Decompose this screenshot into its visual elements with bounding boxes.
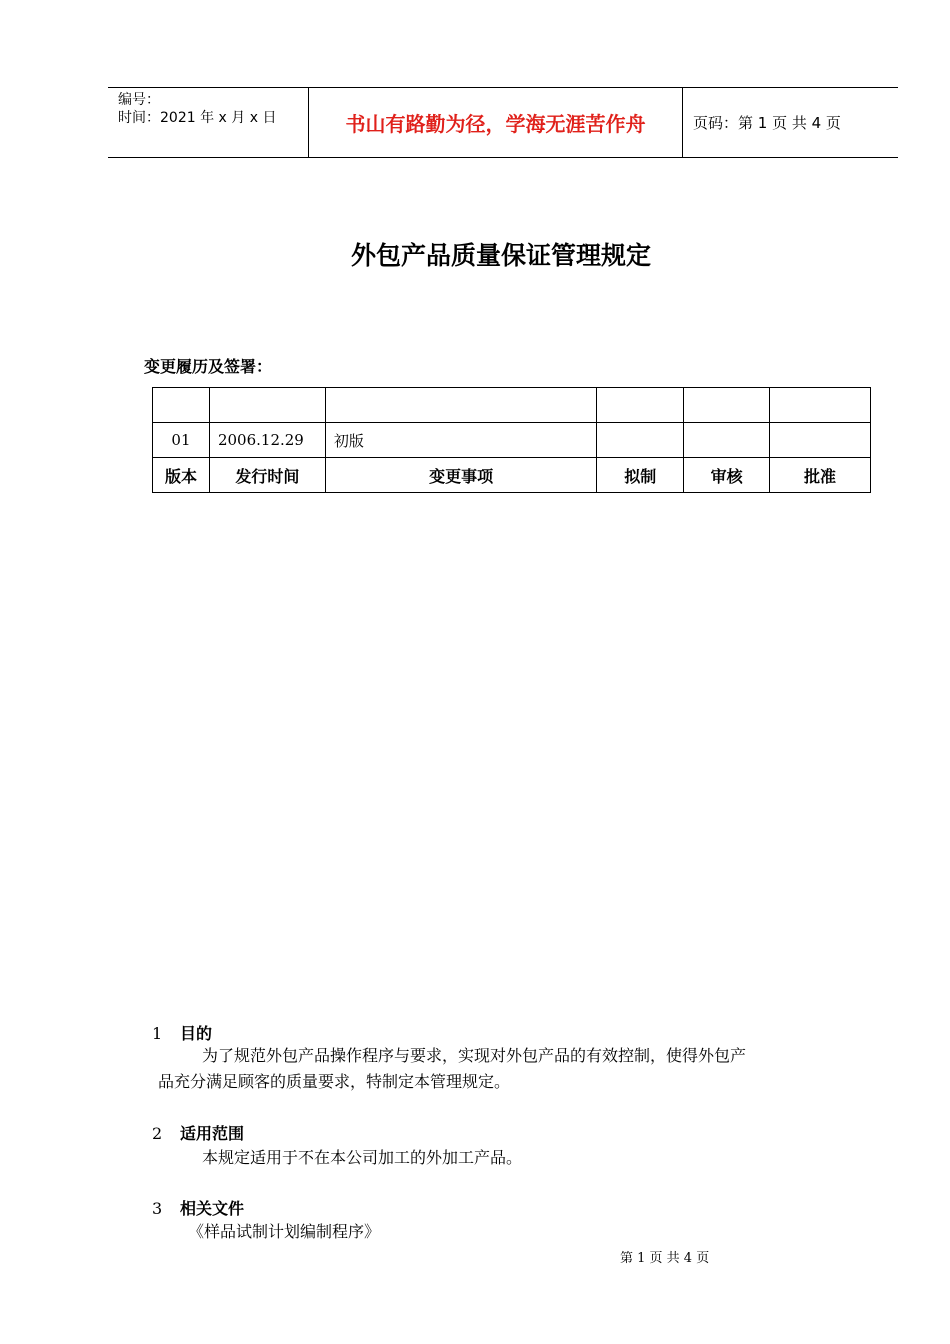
page-header: [108, 87, 898, 158]
section-title: 相关文件: [180, 1199, 245, 1218]
section-heading-scope: [152, 1121, 244, 1144]
table-cell: [684, 388, 770, 423]
table-cell: [153, 388, 210, 423]
version-cell: 01: [153, 423, 210, 458]
section-number: 2: [152, 1124, 163, 1143]
header-version: 版本: [153, 458, 210, 493]
table-row: [153, 423, 871, 458]
document-title: 外包产品质量保证管理规定: [350, 241, 651, 270]
related-docs-line-1: 《样品试制计划编制程序》: [188, 1222, 381, 1241]
purpose-line-1: 为了规范外包产品操作程序与要求，实现对外包产品的有效控制，使得外包产: [202, 1046, 747, 1065]
number-label: 编号：: [118, 92, 160, 108]
section-heading-purpose: [152, 1021, 212, 1044]
table-cell: [209, 388, 325, 423]
time-label: 时间：2021 年 x 月 x 日: [118, 110, 277, 126]
section-number: 3: [152, 1199, 163, 1218]
table-cell: [770, 388, 871, 423]
page-footer: 第 1 页 共 4 页: [620, 1251, 710, 1266]
table-header-row: [153, 458, 871, 493]
section-title: 目的: [180, 1024, 213, 1043]
header-page-info: 页码：第 1 页 共 4 页: [693, 114, 841, 132]
header-motto: 书山有路勤为径，学海无涯苦作舟: [309, 88, 683, 157]
scope-line-1: 本规定适用于不在本公司加工的外加工产品。: [202, 1148, 523, 1167]
change-history-label: 变更履历及签署：: [144, 357, 273, 376]
date-cell: 2006.12.29: [209, 423, 325, 458]
header-meta: [108, 88, 309, 157]
change-history-table: [152, 387, 871, 493]
table-cell: [325, 388, 596, 423]
table-cell: [770, 423, 871, 458]
section-number: 1: [152, 1024, 163, 1043]
header-change-item: 变更事项: [325, 458, 596, 493]
header-issue-date: 发行时间: [209, 458, 325, 493]
section-title: 适用范围: [180, 1124, 245, 1143]
table-cell: [597, 388, 684, 423]
section-heading-related-docs: [152, 1196, 244, 1219]
header-drafted: 拟制: [597, 458, 684, 493]
table-cell: [684, 423, 770, 458]
table-row: [153, 388, 871, 423]
purpose-line-2: 品充分满足顾客的质量要求，特制定本管理规定。: [158, 1072, 511, 1091]
change-cell: 初版: [325, 423, 596, 458]
header-approved: 批准: [770, 458, 871, 493]
header-reviewed: 审核: [684, 458, 770, 493]
table-cell: [597, 423, 684, 458]
